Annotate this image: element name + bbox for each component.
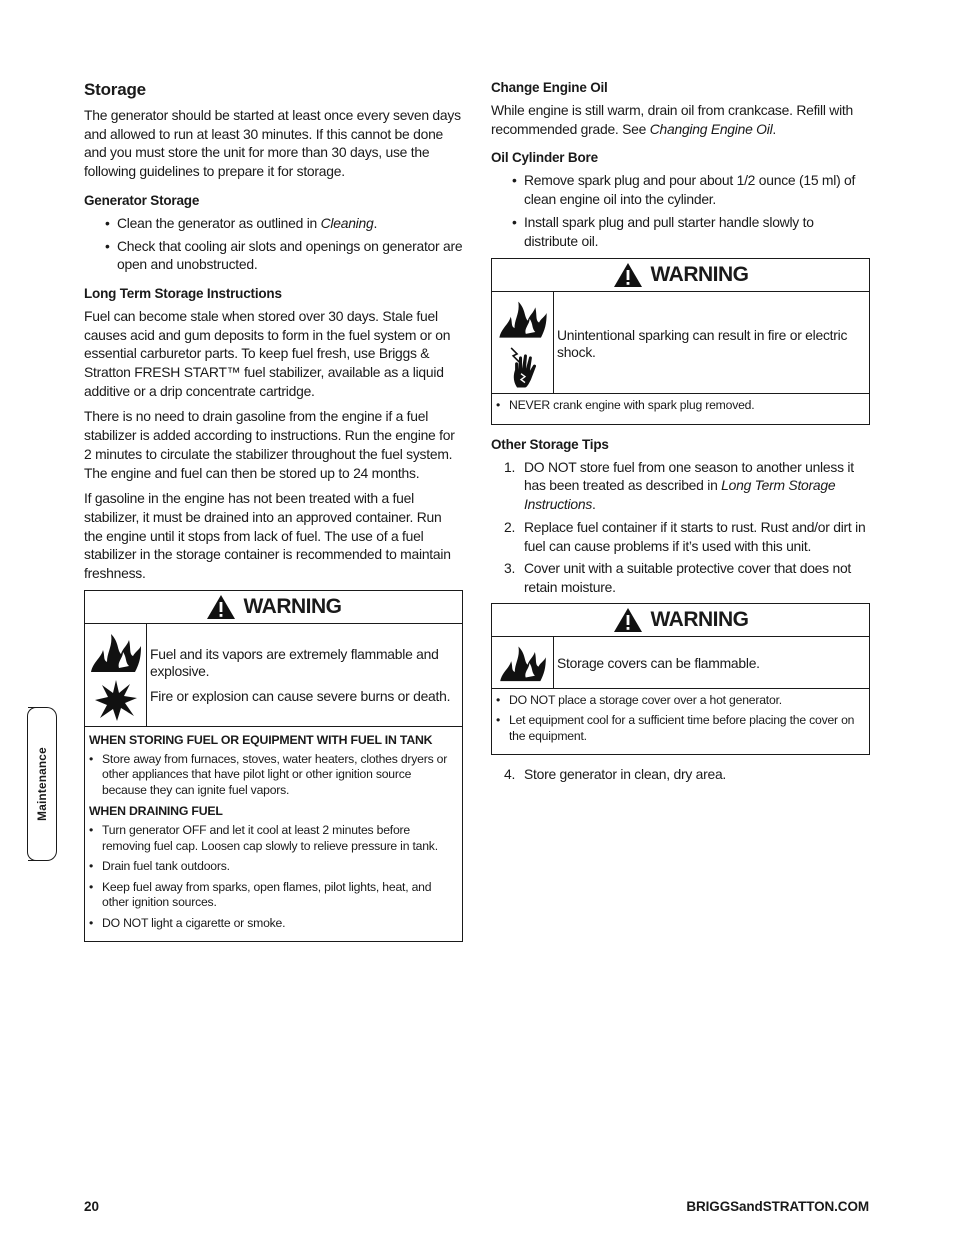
list-number: 1. [504,458,516,475]
other-storage-tips-list-continued [491,765,870,784]
electric-shock-hand-icon [503,344,543,389]
generator-storage-heading: Generator Storage [84,192,200,208]
list-item: • Drain fuel tank outdoors. [89,859,456,875]
list-item: • DO NOT place a storage cover over a hot generator. [496,693,863,709]
warning-text-burns: Fire or explosion can cause severe burns or death. [150,688,451,705]
list-item: • Turn generator OFF and let it cool at least 2 minutes before removing fuel cap. Loosen cap slowly to relieve pressure in tank. [89,823,456,854]
cross-reference-long-term-storage: Long Term Storage Instructions [524,477,836,513]
warning-text-flammable: Fuel and its vapors are extremely flammable and explosive. [150,646,439,680]
long-term-paragraph-3: If gasoline in the engine has not been treated with a fuel stabilizer, it must be drained into an approved container. Run the engine until it stops from lack of fuel. The use of a fuel stabilizer in the storage container is recommended to maintain freshness. [84,490,451,582]
fire-icon [89,628,143,674]
list-item [491,458,870,514]
list-item-text: DO NOT store fuel from one season to another unless it has been treated as described in [524,458,854,494]
warning-instructions [492,394,869,424]
list-item-text: . [373,214,378,231]
warning-body [492,637,869,689]
other-storage-tips-heading: Other Storage Tips [491,436,609,452]
explosion-icon [94,678,138,722]
warning-message [554,637,869,688]
draining-fuel-list [89,823,456,931]
change-engine-oil-heading: Change Engine Oil [491,80,608,95]
warning-title: WARNING [243,594,342,618]
long-term-storage-heading: Long Term Storage Instructions [84,285,282,301]
other-storage-tips-list [491,458,870,597]
list-item: • NEVER crank engine with spark plug removed. [496,398,863,414]
website-link: BRIGGSandSTRATTON.COM [686,1199,869,1214]
page-number: 20 [84,1199,100,1214]
warning-title: WARNING [650,263,749,287]
fire-icon [497,641,549,683]
long-term-paragraph-1: Fuel can become stale when stored over 30 days. Stale fuel causes acid and gum deposits to form in the fuel system or on essential carburetor parts. To keep fuel fresh, use Briggs & Stratton FRESH START™ fuel stabilizer, available as a liquid additive or a drip concentrate cartridge. [84,307,451,399]
warning-message [147,624,462,726]
list-item: • Let equipment cool for a sufficient time before placing the cover on the equipment. [496,713,863,744]
list-item [491,765,870,784]
warning-icons [85,624,147,726]
warning-header [492,259,869,292]
generator-storage-list [84,214,463,274]
warning-instructions [492,689,869,755]
warning-icons [492,637,554,688]
list-item-text: Clean the generator as outlined in [117,214,321,231]
storing-fuel-heading: WHEN STORING FUEL OR EQUIPMENT WITH FUEL IN TANK [89,732,433,747]
change-engine-oil-text [491,101,870,138]
list-item-text: . [592,496,596,513]
warning-triangle-icon [613,607,643,633]
warning-body [492,292,869,394]
right-column [491,80,870,790]
list-item-text: Replace fuel container if it starts to rust. Rust and/or dirt in fuel can cause problems if it’s used with this unit. [524,518,866,554]
long-term-paragraph-2: There is no need to drain gasoline from the engine if a fuel stabilizer is added according to instructions. Run the engine for 2 minutes to circulate the stabilizer throughout the fuel system. The engine and fuel can then be stored up to 24 months. [84,408,455,481]
warning-text-sparking: Unintentional sparking can result in fire or electric shock. [557,326,848,360]
oil-cylinder-bore-heading: Oil Cylinder Bore [491,150,598,166]
fire-icon [496,296,550,340]
list-item: • Remove spark plug and pour about 1/2 ounce (15 ml) of clean engine oil into the cylinder. [491,171,870,208]
list-item [491,518,870,555]
section-tab-maintenance [28,707,57,861]
list-number: 4. [504,766,516,783]
warning-header [85,591,462,624]
section-tab-label: Maintenance [35,747,49,821]
list-item: • Store away from furnaces, stoves, water heaters, clothes dryers or other appliances that have pilot light or other ignition source because they can ignite fuel vapors. [89,752,456,799]
list-item [84,214,463,233]
warning-instructions [85,727,462,942]
sparking-warning-list [496,398,863,414]
left-column [84,80,463,952]
cross-reference-changing-engine-oil: Changing Engine Oil [649,120,773,137]
draining-fuel-heading: WHEN DRAINING FUEL [89,804,223,819]
storage-cover-warning-box [491,603,870,756]
fuel-warning-box [84,590,463,943]
warning-title: WARNING [650,607,749,631]
storing-fuel-list [89,752,456,799]
list-item: • Check that cooling air slots and openings on generator are open and unobstructed. [84,237,463,274]
cross-reference-cleaning: Cleaning [320,214,374,231]
warning-header [492,604,869,637]
warning-icons [492,292,554,393]
warning-triangle-icon [613,262,643,288]
oil-cylinder-bore-list [491,171,870,250]
sparking-warning-box [491,258,870,425]
list-number: 3. [504,560,516,577]
paragraph-text: While engine is still warm, drain oil from crankcase. Refill with recommended grade. See [491,102,854,137]
warning-triangle-icon [206,594,236,620]
warning-message [554,292,869,393]
storage-title: Storage [84,80,146,99]
storage-cover-warning-list [496,693,863,745]
list-item [491,559,870,596]
list-item: • Install spark plug and pull starter handle slowly to distribute oil. [491,213,870,250]
list-item: • DO NOT light a cigarette or smoke. [89,916,456,932]
list-item-text: Cover unit with a suitable protective cover that does not retain moisture. [524,560,852,595]
list-item-text: Store generator in clean, dry area. [524,766,727,783]
list-number: 2. [504,518,516,535]
list-item: • Keep fuel away from sparks, open flames, pilot lights, heat, and other ignition sources. [89,880,456,911]
warning-text-covers: Storage covers can be flammable. [557,654,760,671]
storage-intro: The generator should be started at least once every seven days and allowed to run at least 30 minutes. If this cannot be done and you must store the unit for more than 30 days, use the following guidelines to prepare it for storage. [84,107,461,180]
warning-body [85,624,462,727]
paragraph-text: . [772,120,777,137]
